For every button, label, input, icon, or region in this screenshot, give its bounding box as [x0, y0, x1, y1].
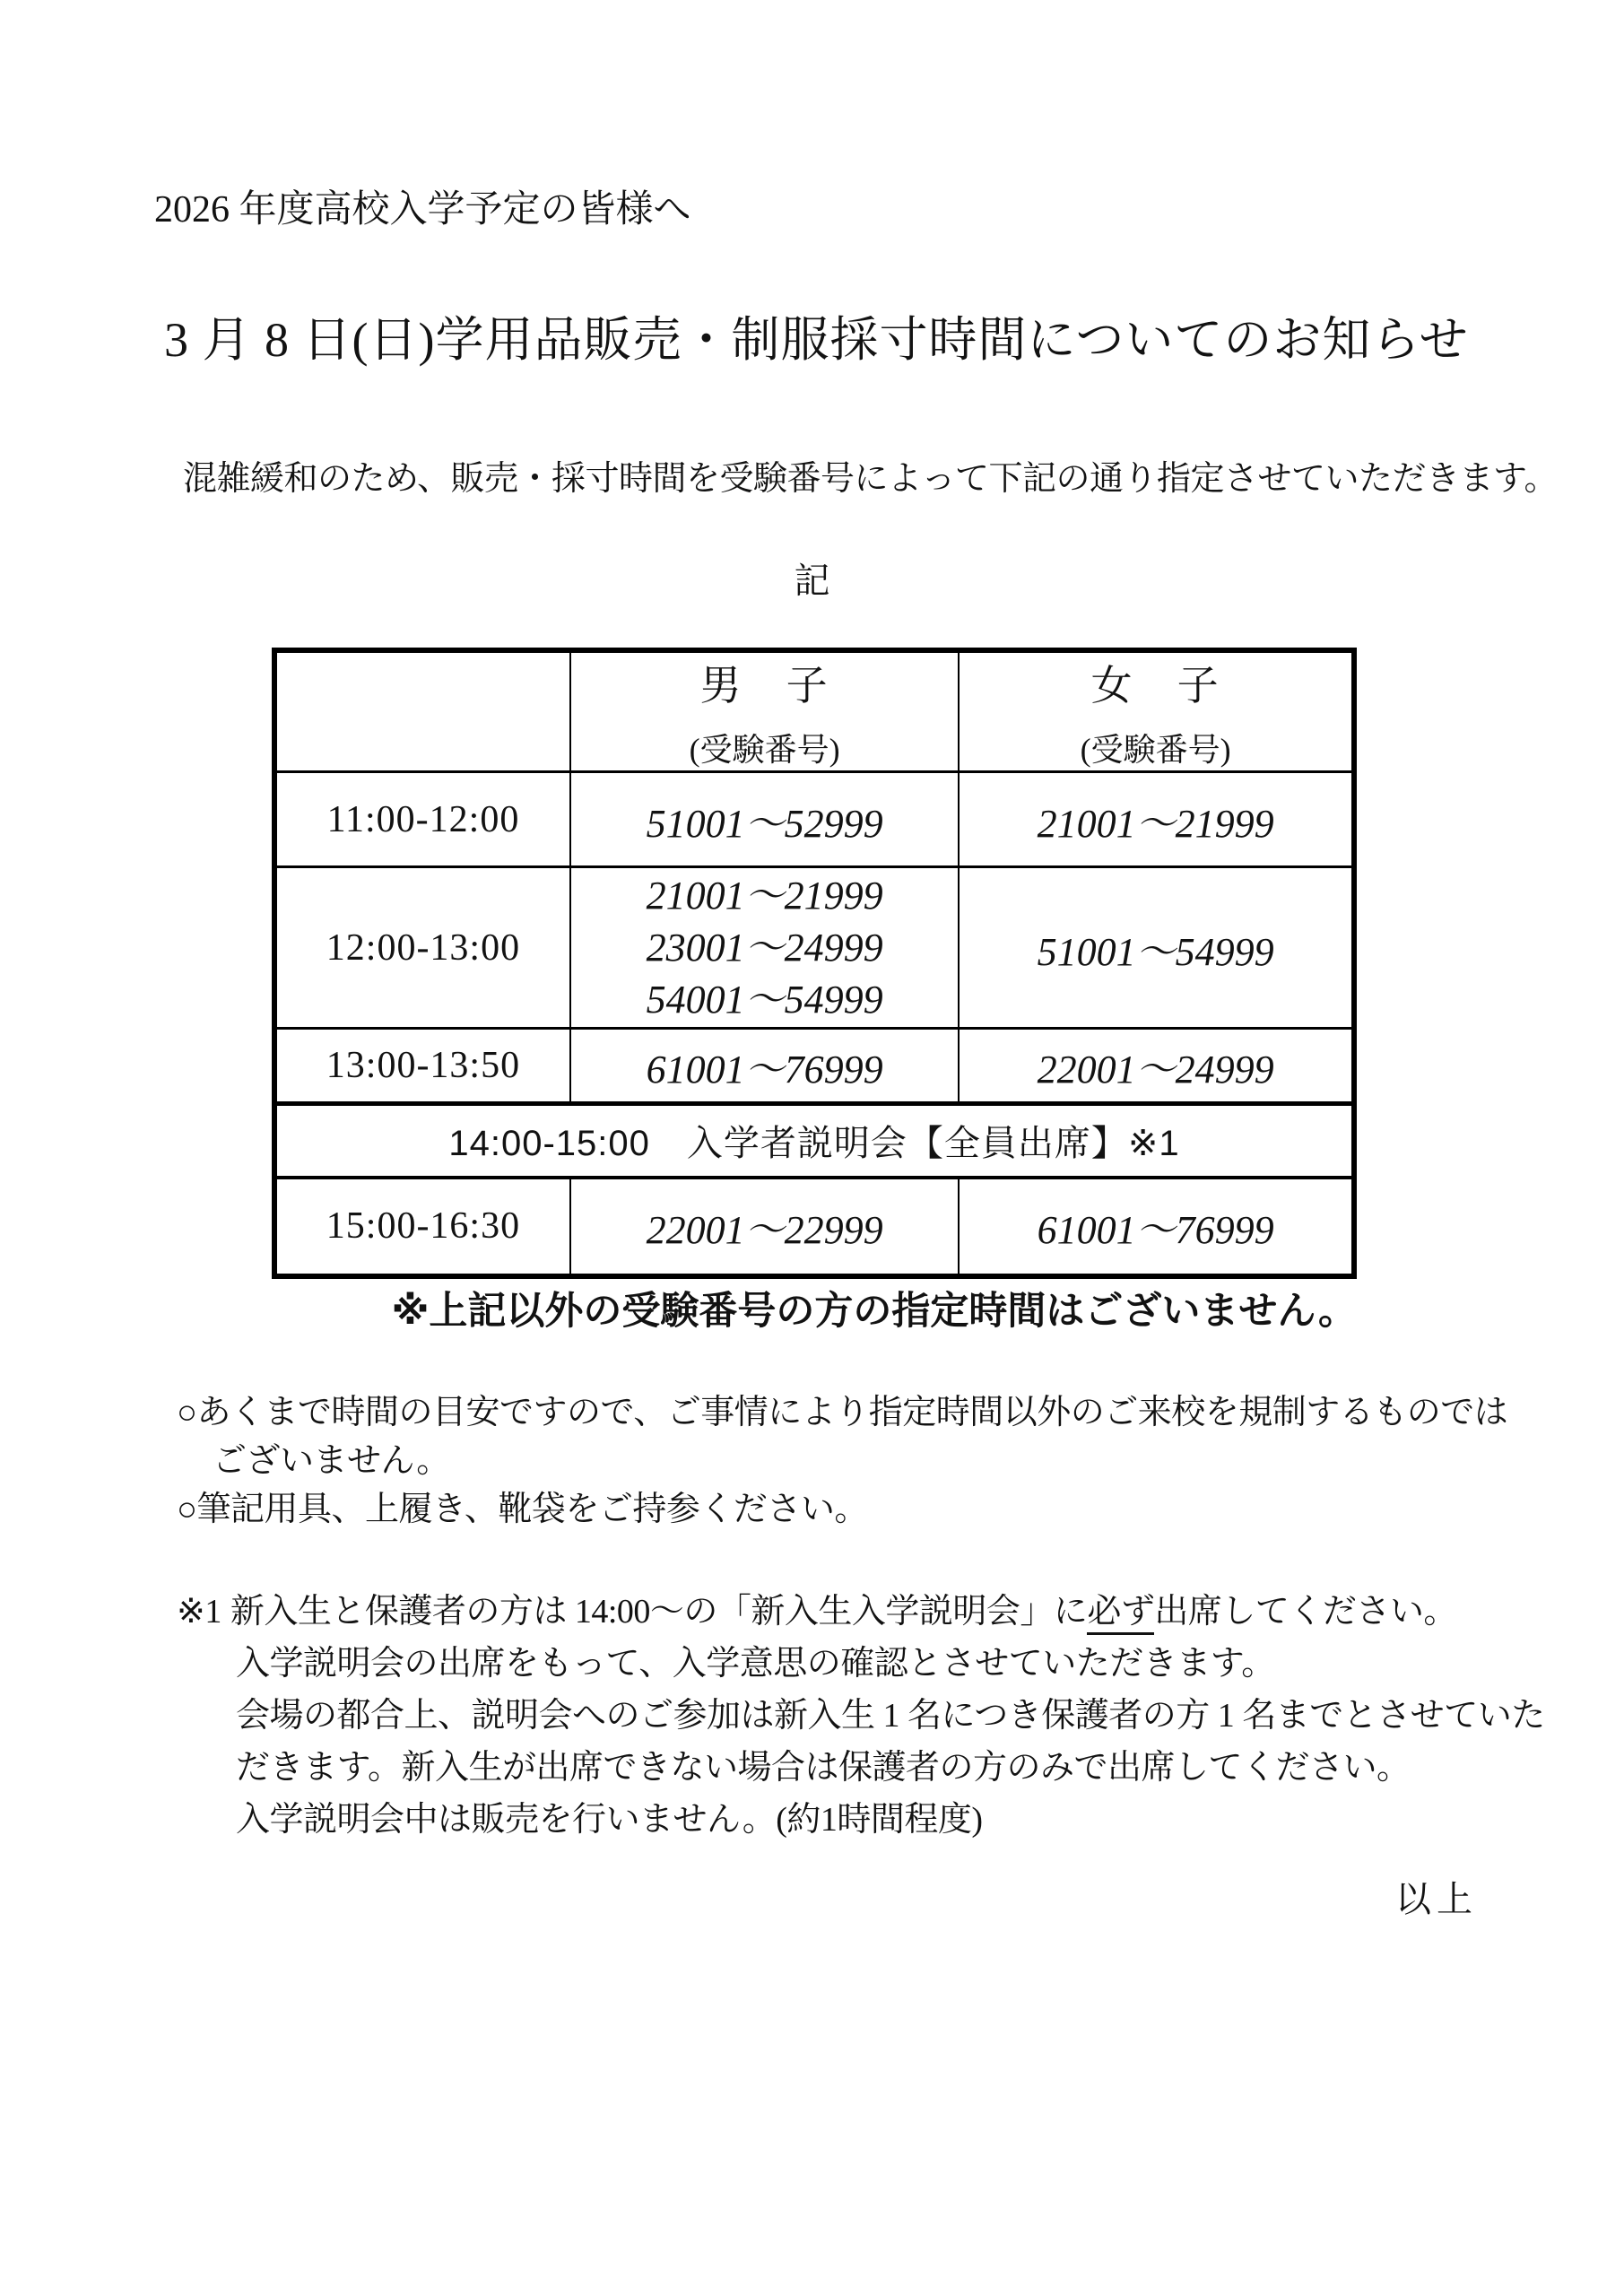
table-row [274, 1029, 1354, 1104]
closing-word: 以上 [1395, 1879, 1478, 1919]
girls-range: 51001〜54999 [959, 867, 1354, 1029]
footnote-1-text: 新入生と保護者の方は 14:00〜の「新入生入学説明会」に [230, 1593, 1088, 1631]
time-slot: 15:00-16:30 [274, 1178, 570, 1276]
header-boys-cell [570, 650, 959, 772]
boys-range [570, 867, 959, 1029]
girls-label: 女 子 [1090, 663, 1220, 709]
page-title: 3 月 8 日(日)学用品販売・制服採寸時間についてのお知らせ [164, 313, 1469, 367]
table-header-row [274, 650, 1354, 772]
boys-label: 男 子 [699, 663, 829, 709]
footnote-1-line: 会場の都合上、説明会へのご参加は新入生 1 名につき保護者の方 1 名までとさせていた [236, 1697, 1545, 1735]
orientation-session-row [274, 1104, 1354, 1178]
orientation-session-label: 14:00-15:00 入学者説明会【全員出席】※1 [274, 1104, 1354, 1178]
footnote-1 [177, 1586, 1545, 1846]
boys-range-line: 21001〜21999 [646, 873, 883, 918]
bullet-note-line: ○筆記用具、上履き、靴袋をご持参ください。 [177, 1491, 868, 1528]
header-girls-cell [959, 650, 1354, 772]
bullet-note-line: ございません。 [213, 1442, 450, 1480]
table-row [274, 772, 1354, 867]
boys-sublabel: (受験番号) [689, 732, 840, 768]
recipient-line: 2026 年度高校入学予定の皆様へ [154, 189, 691, 230]
time-slot: 11:00-12:00 [274, 772, 570, 867]
girls-range: 21001〜21999 [959, 772, 1354, 867]
time-slot: 13:00-13:50 [274, 1029, 570, 1104]
table-footnote: ※上記以外の受験番号の方の指定時間はございません。 [391, 1290, 1357, 1333]
footnote-1-line: 入学説明会の出席をもって、入学意思の確認とさせていただきます。 [236, 1645, 1275, 1683]
boys-range-line: 54001〜54999 [646, 977, 883, 1022]
table-row [274, 1178, 1354, 1276]
schedule-table [272, 648, 1357, 1279]
boys-range-line: 23001〜24999 [646, 925, 883, 970]
boys-range: 51001〜52999 [570, 772, 959, 867]
bullet-notes [177, 1388, 1507, 1534]
ki-marker: 記 [794, 561, 830, 601]
footnote-1-marker: ※1 [177, 1593, 221, 1631]
boys-range: 61001〜76999 [570, 1029, 959, 1104]
header-time-cell [274, 650, 570, 772]
girls-sublabel: (受験番号) [1080, 732, 1231, 768]
table-row [274, 867, 1354, 1029]
footnote-1-line: 入学説明会中は販売を行いません。(約1時間程度) [236, 1801, 983, 1839]
girls-range: 22001〜24999 [959, 1029, 1354, 1104]
footnote-1-underlined-text: 必ず [1087, 1593, 1154, 1635]
intro-text: 混雑緩和のため、販売・採寸時間を受験番号によって下記の通り指定させていただきます。 [183, 460, 1558, 498]
girls-range: 61001〜76999 [959, 1178, 1354, 1276]
footnote-1-line: だきます。新入生が出席できない場合は保護者の方のみで出席してください。 [236, 1749, 1411, 1787]
footnote-1-text: 出席してください。 [1154, 1593, 1457, 1631]
bullet-note-line: ○あくまで時間の目安ですので、ご事情により指定時間以外のご来校を規制するものでは [177, 1394, 1508, 1431]
footnote-1-line [177, 1586, 1545, 1638]
time-slot: 12:00-13:00 [274, 867, 570, 1029]
boys-range: 22001〜22999 [570, 1178, 959, 1276]
